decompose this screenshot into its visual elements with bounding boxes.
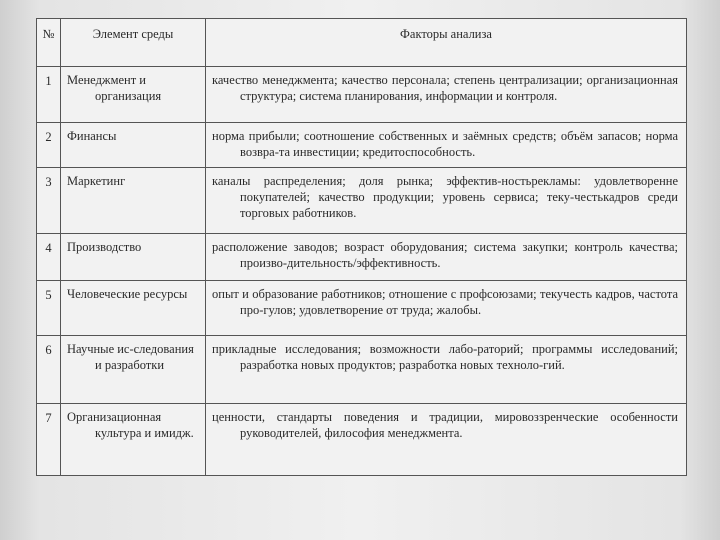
row-num: 3 xyxy=(37,168,61,234)
row-num: 4 xyxy=(37,234,61,281)
row-element: Финансы xyxy=(67,129,117,143)
table-row xyxy=(37,336,687,404)
table-row xyxy=(37,234,687,281)
row-element: Организационная культура и имидж. xyxy=(67,410,194,440)
table-row xyxy=(37,404,687,476)
row-factors: качество менеджмента; качество персонала; степень централизации; организационная структура; система планирования, информации и контроля. xyxy=(212,73,678,103)
row-element: Маркетинг xyxy=(67,174,126,188)
row-num: 7 xyxy=(37,404,61,476)
table-row xyxy=(37,168,687,234)
table-row xyxy=(37,67,687,123)
row-factors: расположение заводов; возраст оборудования; система закупки; контроль качества; произво-дительность/эффективность. xyxy=(212,240,678,270)
row-factors: норма прибыли; соотношение собственных и заёмных средств; объём запасов; норма возвра-та инвестиции; кредитоспособность. xyxy=(212,129,678,159)
row-element: Производство xyxy=(67,240,142,254)
row-num: 1 xyxy=(37,67,61,123)
header-element: Элемент среды xyxy=(61,19,206,67)
header-factors: Факторы анализа xyxy=(206,19,687,67)
row-element: Человеческие ресурсы xyxy=(67,287,188,301)
row-factors: опыт и образование работников; отношение с профсоюзами; текучесть кадров, частота про-гулов; удовлетворение от труда; жалобы. xyxy=(212,287,678,317)
row-element: Научные ис-следования и разработки xyxy=(67,342,194,372)
row-num: 2 xyxy=(37,123,61,168)
header-num: № xyxy=(37,19,61,67)
table-row xyxy=(37,281,687,336)
row-factors: прикладные исследования; возможности лабо-раторий; программы исследований; разработка новых продуктов; разработка новых техноло-гий. xyxy=(212,342,678,372)
table-header-row xyxy=(37,19,687,67)
row-element: Менеджмент и организация xyxy=(67,73,162,103)
row-num: 5 xyxy=(37,281,61,336)
row-factors: каналы распределения; доля рынка; эффектив-ностьрекламы: удовлетворенне покупателей; качество продукции; уровень сервиса; теку-честькадров среди торговых работников. xyxy=(212,174,678,220)
row-factors: ценности, стандарты поведения и традиции, мировоззренческие особенности руководителей, философия менеджмента. xyxy=(212,410,678,440)
table-row xyxy=(37,123,687,168)
row-num: 6 xyxy=(37,336,61,404)
analysis-factors-table xyxy=(36,18,687,476)
